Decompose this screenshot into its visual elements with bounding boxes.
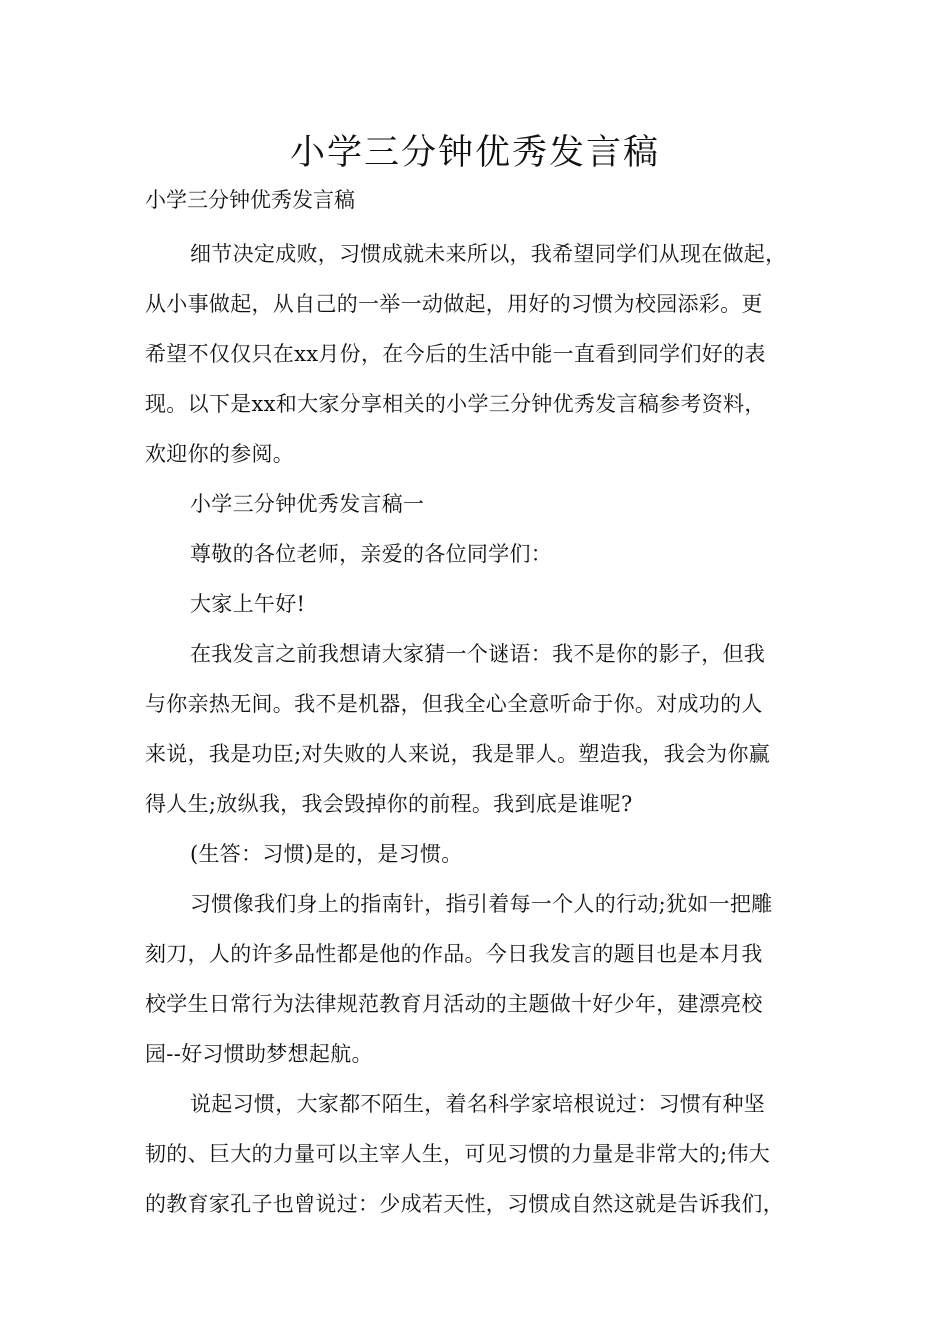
paragraph-line: 希望不仅仅只在xx月份，在今后的生活中能一直看到同学们好的表: [145, 342, 766, 366]
document-title: 小学三分钟优秀发言稿: [289, 133, 660, 173]
paragraph-line: 校学生日常行为法律规范教育月活动的主题做十好少年，建漂亮校: [145, 992, 763, 1016]
body-paragraph: [145, 1079, 835, 1229]
body-paragraph: [145, 229, 835, 479]
paragraph-line: 刻刀，人的许多品性都是他的作品。今日我发言的题目也是本月我: [145, 942, 763, 966]
body-paragraph: [145, 629, 835, 829]
body-paragraph: [145, 579, 835, 629]
body-paragraph: [145, 529, 835, 579]
paragraph-line: 得人生;放纵我，我会毁掉你的前程。我到底是谁呢?: [145, 792, 633, 816]
paragraph-line: 园--好习惯助梦想起航。: [145, 1042, 373, 1066]
paragraph-line: 习惯像我们身上的指南针，指引着每一个人的行动;犹如一把雕: [190, 892, 773, 916]
paragraph-line: 韧的、巨大的力量可以主宰人生，可见习惯的力量是非常大的;伟大: [145, 1142, 771, 1166]
paragraph-line: 说起习惯，大家都不陌生，着名科学家培根说过：习惯有种坚: [190, 1092, 766, 1116]
body-paragraph: [145, 879, 835, 1079]
document-body: [145, 229, 835, 1229]
paragraph-line: 从小事做起，从自己的一举一动做起，用好的习惯为校园添彩。更: [145, 292, 763, 316]
paragraph-line: 大家上午好!: [190, 592, 306, 616]
document-subtitle: 小学三分钟优秀发言稿: [145, 188, 355, 212]
paragraph-line: 的教育家孔子也曾说过：少成若天性，习惯成自然这就是告诉我们，: [145, 1192, 784, 1216]
paragraph-line: 小学三分钟优秀发言稿一: [190, 492, 425, 516]
paragraph-line: 与你亲热无间。我不是机器，但我全心全意听命于你。对成功的人: [145, 692, 763, 716]
paragraph-line: (生答：习惯)是的，是习惯。: [190, 842, 463, 866]
body-paragraph: [145, 479, 835, 529]
paragraph-line: 尊敬的各位老师，亲爱的各位同学们：: [190, 542, 553, 566]
paragraph-line: 现。以下是xx和大家分享相关的小学三分钟优秀发言稿参考资料，: [145, 392, 766, 416]
paragraph-line: 细节决定成败，习惯成就未来所以，我希望同学们从现在做起，: [190, 242, 787, 266]
paragraph-line: 欢迎你的参阅。: [145, 442, 295, 466]
paragraph-line: 来说，我是功臣;对失败的人来说，我是罪人。塑造我，我会为你赢: [145, 742, 771, 766]
paragraph-line: 在我发言之前我想请大家猜一个谜语：我不是你的影子，但我: [190, 642, 766, 666]
body-paragraph: [145, 829, 835, 879]
